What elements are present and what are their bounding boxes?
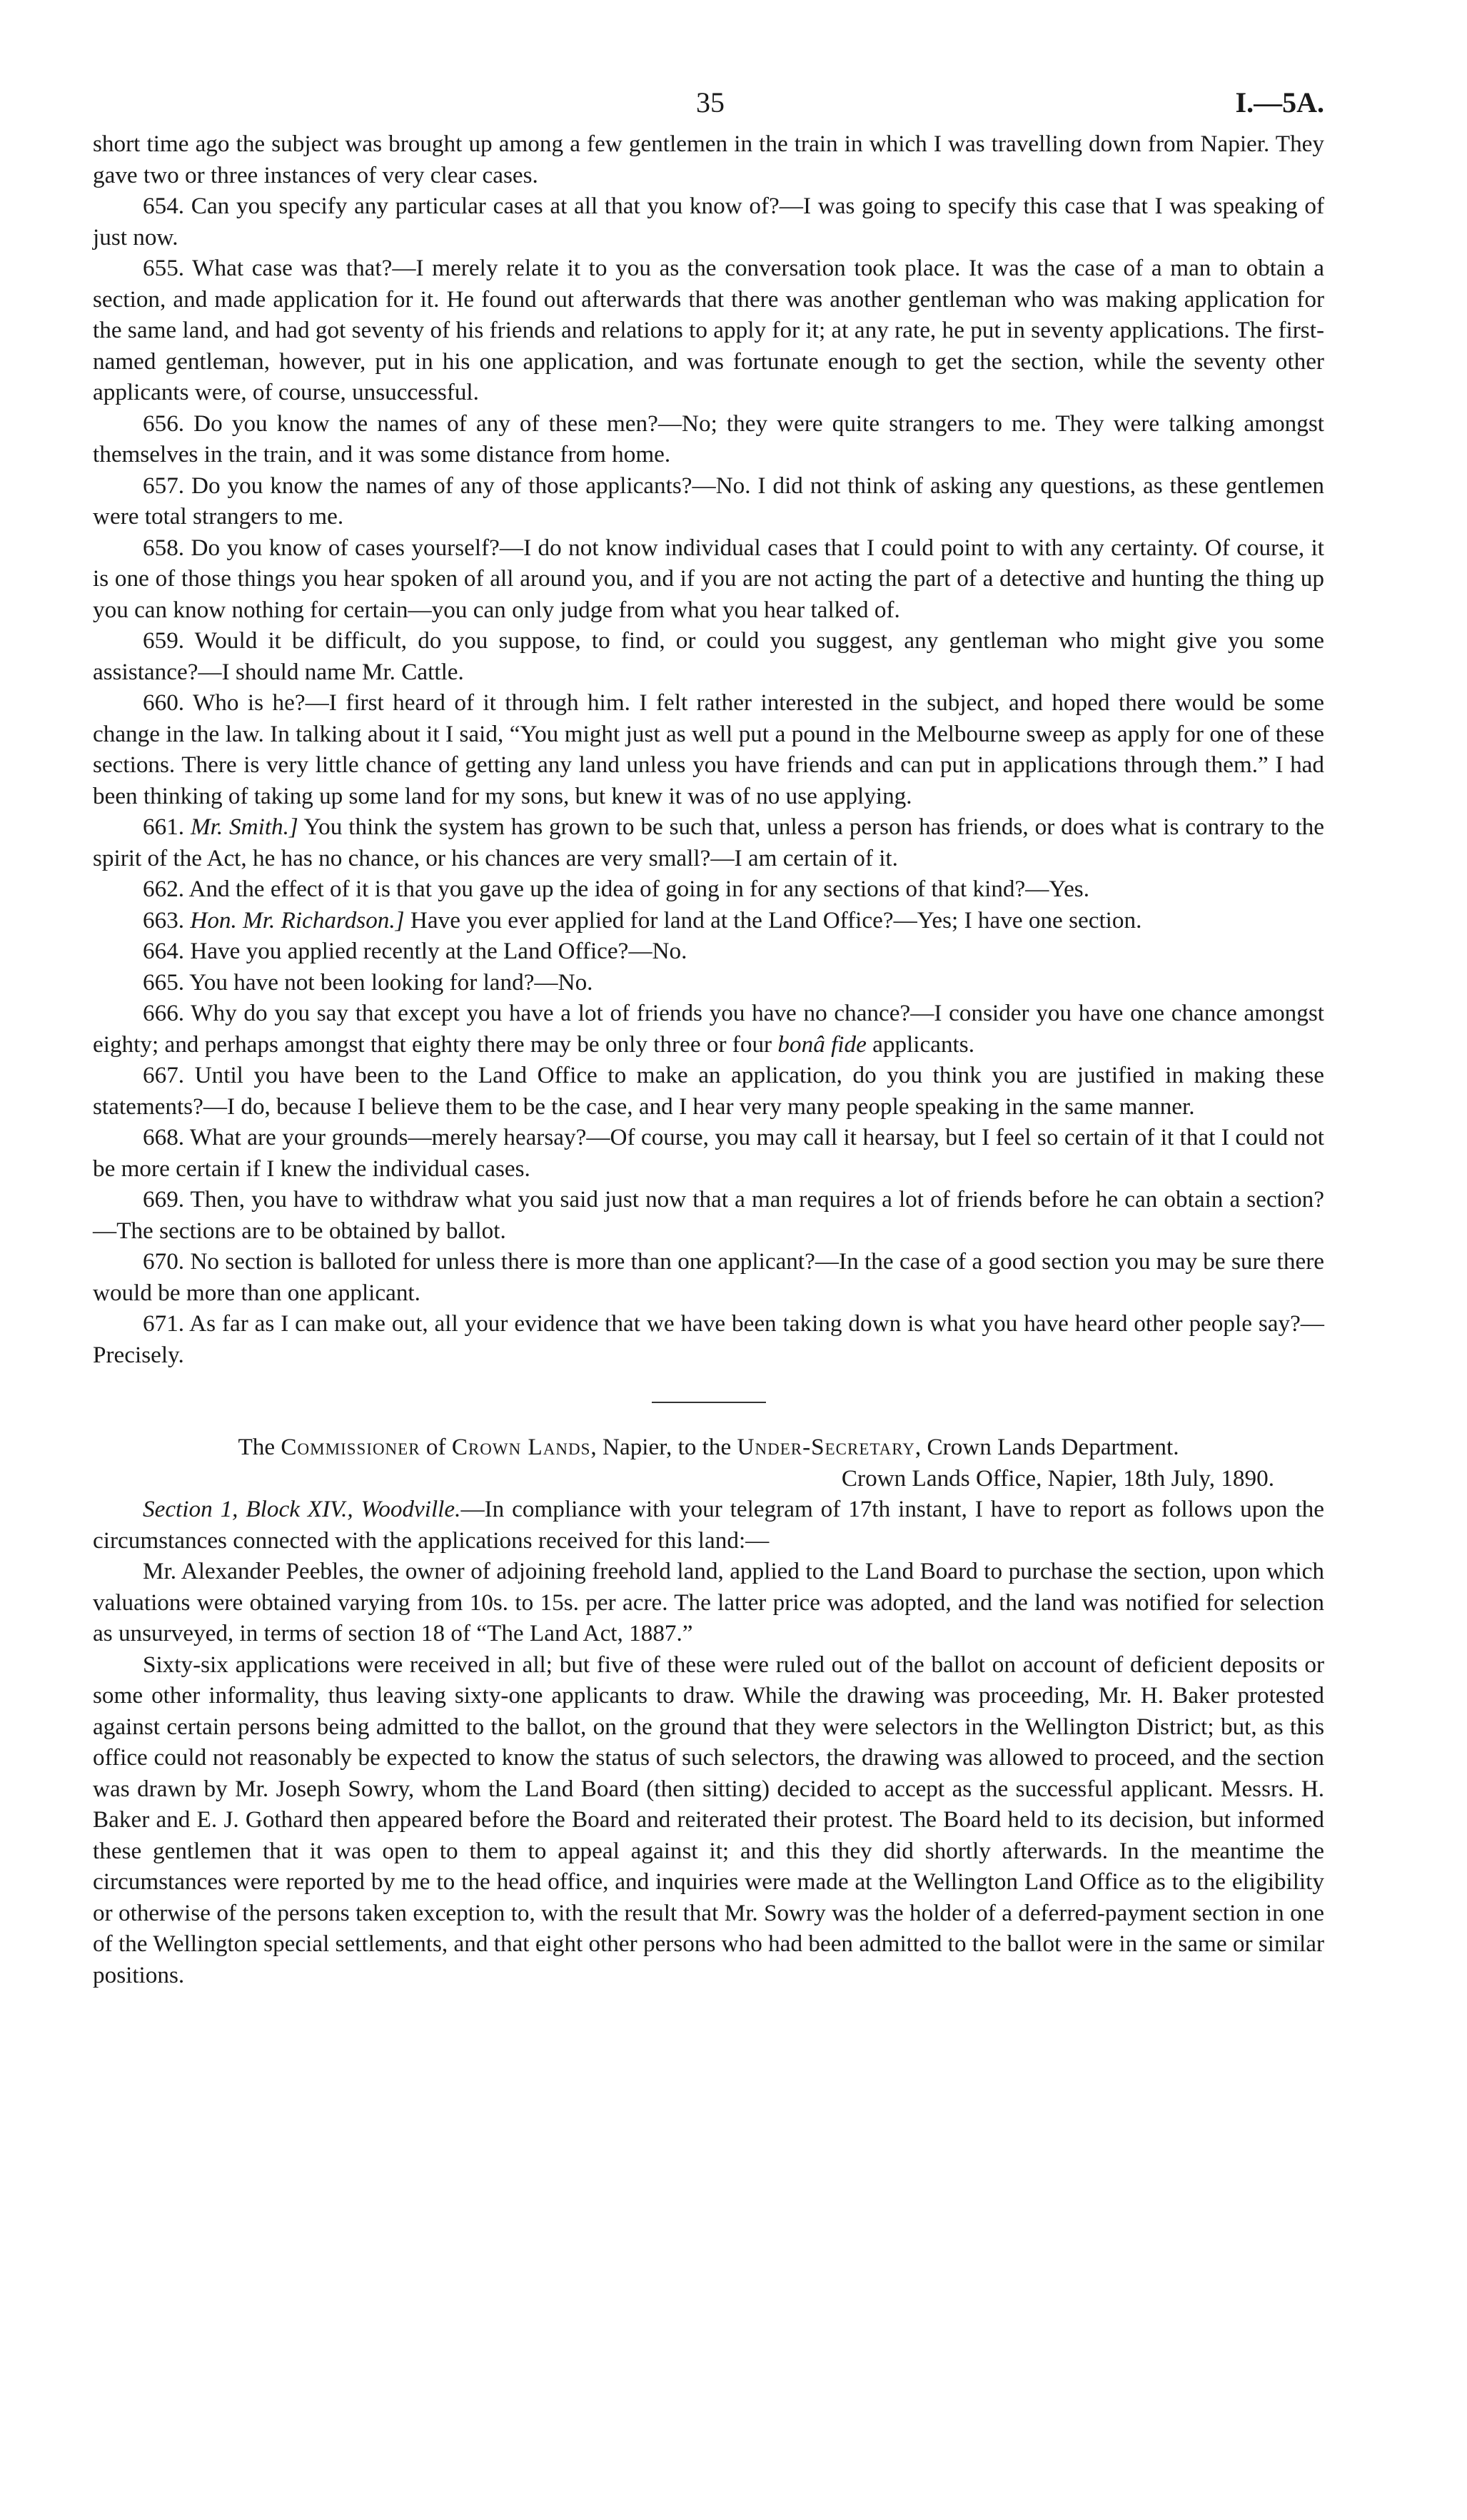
- paragraph: 669. Then, you have to withdraw what you said just now that a man requires a lot of friends before he can obtain a section?—The sections are to be obtained by ballot.: [93, 1186, 1324, 1244]
- heading-recipient-title: Under-Secretary: [737, 1434, 915, 1460]
- paragraph: 662. And the effect of it is that you gave up the idea of going in for any sections of that kind?—Yes.: [143, 876, 1090, 902]
- page-number: 35: [696, 86, 725, 118]
- section-reference: Section 1, Block XIV., Woodville.: [143, 1496, 461, 1522]
- paragraph: [93, 1494, 1324, 1556]
- paragraph: Sixty-six applications were received in all; but five of these were ruled out of the ballot on account of deficient deposits or some other informality, thus leaving sixty-one applicants to draw. While the drawing was proceeding, Mr. H. Baker protested against certain persons being admitted to the ballot, on the ground that they were selectors in the Wellington District; but, as this office could not reasonably be expected to know the status of such selectors, the drawing was allowed to proceed, and the section was drawn by Mr. Joseph Sowry, whom the Land Board (then sitting) decided to accept as the successful applicant. Messrs. H. Baker and E. J. Gothard then appeared before the Board and reiterated their protest. The Board held to its decision, but informed these gentlemen that it was open to them to appeal against it; and this they did shortly afterwards. In the meantime the circumstances were reported by me to the head office, and inquiries were made at the Wellington Land Office as to the eligibility or otherwise of the persons taken exception to, with the result that Mr. Sowry was the holder of a deferred-payment section in one of the Wellington special settlements, and that eight other persons who had been admitted to the ballot were in the same or similar positions.: [93, 1651, 1324, 1988]
- paragraph: 657. Do you know the names of any of those applicants?—No. I did not think of asking any questions, as these gentlemen were total strangers to me.: [93, 472, 1324, 530]
- letter-body: [93, 1494, 1324, 1990]
- paragraph: [93, 811, 1324, 874]
- heading-crown-lands: Crown Lands: [451, 1434, 591, 1460]
- paragraph: [93, 998, 1324, 1060]
- heading-text: , Napier, to the: [590, 1434, 737, 1460]
- heading-text: , Crown Lands Department.: [914, 1434, 1179, 1460]
- paragraph: 660. Who is he?—I first heard of it through him. I felt rather interested in the subject, and hoped there would be some change in the law. In talking about it I said, “You might just as well put a pound in the Melbourne sweep as apply for one of these sections. There is very little chance of getting any land unless you have friends and can put in applications through them.” I had been thinking of taking up some land for my sons, but knew it was of no use applying.: [93, 689, 1324, 809]
- speaker-name: Mr. Smith.]: [190, 814, 298, 840]
- paragraph-text: Have you ever applied for land at the Land Office?—Yes; I have one section.: [404, 906, 1142, 933]
- paragraph: 654. Can you specify any particular cases at all that you know of?—I was going to specify this case that I was speaking of just now.: [93, 193, 1324, 251]
- paragraph: 658. Do you know of cases yourself?—I do not know individual cases that I could point to with any certainty. Of course, it is one of those things you hear spoken of all around you, and if you are not acting the part of a detective and hunting the thing up you can know nothing for certain—you can only judge from what you hear talked of.: [93, 534, 1324, 623]
- question-number: 663.: [143, 906, 185, 933]
- section-divider: [652, 1402, 766, 1403]
- letter-heading: [93, 1432, 1324, 1463]
- paragraph-text: You think the system has grown to be such that, unless a person has friends, or does what is contrary to the spirit of the Act, he has no chance, or his chances are very small?—I am certain of it.: [93, 814, 1324, 871]
- heading-text: of: [420, 1434, 452, 1460]
- paragraph: 667. Until you have been to the Land Office to make an application, do you think you are justified in making these statements?—I do, because I believe them to be the case, and I hear very many people speaking in the same manner.: [93, 1062, 1324, 1120]
- paragraph: 665. You have not been looking for land?—No.: [143, 968, 593, 996]
- paragraph: Mr. Alexander Peebles, the owner of adjoining freehold land, applied to the Land Board to purchase the section, upon which valuations were obtained varying from 10s. to 15s. per acre. The latter price was adopted, and the land was notified for selection as unsurveyed, in terms of section 18 of “The Land Act, 1887.”: [93, 1558, 1324, 1646]
- heading-text: The: [238, 1434, 281, 1460]
- question-number: 661.: [143, 814, 185, 840]
- running-header: [93, 86, 1324, 128]
- paragraph: [93, 905, 1324, 936]
- paragraph: 668. What are your grounds—merely hearsay?—Of course, you may call it hearsay, but I feel so certain of it that I could not be more certain if I knew the individual cases.: [93, 1124, 1324, 1182]
- paragraph: 664. Have you applied recently at the Land Office?—No.: [143, 938, 687, 964]
- paragraph-text: —In compliance with your telegram of 17th instant, I have to report as follows upon the circumstances connected with the applications received for this land:—: [93, 1496, 1324, 1554]
- paragraph: short time ago the subject was brought up among a few gentlemen in the train in which I was travelling down from Napier. They gave two or three instances of very clear cases.: [93, 131, 1324, 188]
- question-number: 666.: [143, 1000, 185, 1026]
- paragraph-text: Why do you say that except you have a lot of friends you have no chance?—I consider you have one chance amongst eighty; and perhaps amongst that eighty there may be only three or four: [93, 1000, 1324, 1058]
- paragraph: 671. As far as I can make out, all your evidence that we have been taking down is what you have heard other people say?—Precisely.: [93, 1310, 1324, 1368]
- paragraph: 655. What case was that?—I merely relate it to you as the conversation took place. It was the case of a man to obtain a section, and made application for it. He found out afterwards that there was another gentleman who was making application for the same land, and had got seventy of his friends and relations to apply for it; at any rate, he put in seventy applications. The first-named gentleman, however, put in his one application, and was fortunate enough to get the section, while the seventy other applicants were, of course, unsuccessful.: [93, 255, 1324, 405]
- paragraph: 656. Do you know the names of any of these men?—No; they were quite strangers to me. They were talking amongst themselves in the train, and it was some distance from home.: [93, 410, 1324, 467]
- speaker-name: Hon. Mr. Richardson.]: [190, 906, 405, 933]
- document-page: [93, 86, 1324, 1990]
- paragraph: 659. Would it be difficult, do you suppose, to find, or could you suggest, any gentleman who might give you some assistance?—I should name Mr. Cattle.: [93, 627, 1324, 685]
- paragraph: 670. No section is balloted for unless there is more than one applicant?—In the case of a good section you may be sure there would be more than one applicant.: [93, 1248, 1324, 1306]
- paragraph-text-end: applicants.: [866, 1031, 974, 1058]
- document-reference: I.—5A.: [1235, 86, 1324, 118]
- italic-phrase: bonâ fide: [777, 1031, 867, 1058]
- heading-sender-title: Commissioner: [281, 1434, 420, 1460]
- letter-dateline: Crown Lands Office, Napier, 18th July, 1890.: [841, 1464, 1274, 1492]
- evidence-transcript: [93, 128, 1324, 1370]
